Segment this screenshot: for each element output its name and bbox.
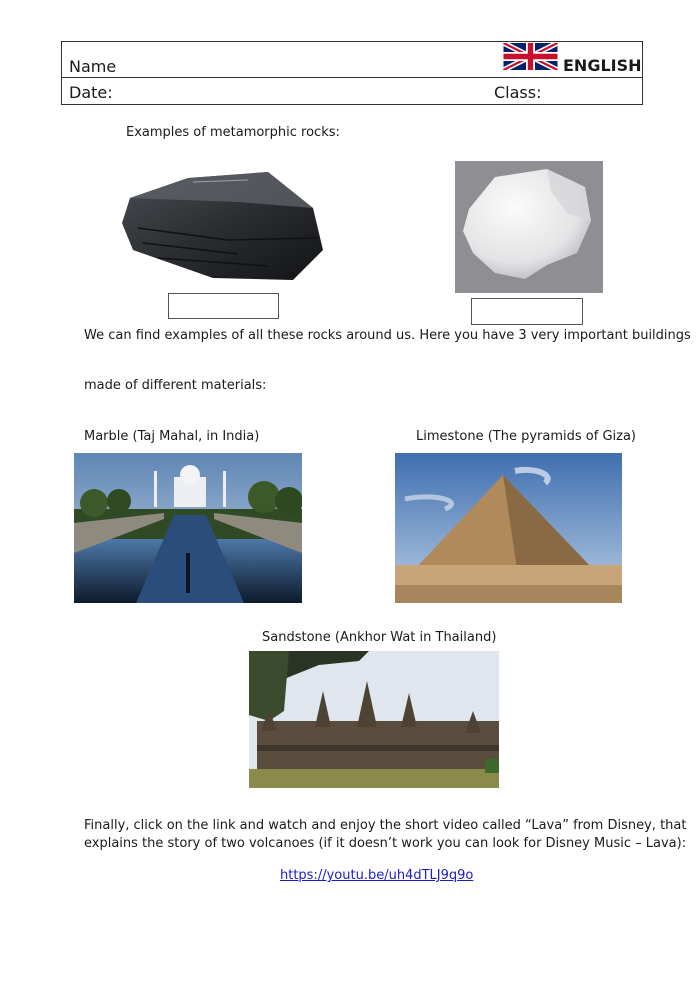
marble-rock-image bbox=[455, 161, 603, 293]
intro-text: Examples of metamorphic rocks: bbox=[126, 125, 340, 140]
name-label: Name bbox=[69, 57, 117, 76]
closing-line-2: explains the story of two volcanoes (if it doesn’t work you can look for Disney Music – Lava): bbox=[84, 836, 687, 851]
paragraph-1: We can find examples of all these rocks around us. Here you have 3 very important buildings bbox=[84, 328, 691, 343]
slate-answer-box[interactable] bbox=[168, 293, 279, 319]
slate-rock-image bbox=[118, 168, 328, 286]
marble-caption: Marble (Taj Mahal, in India) bbox=[84, 429, 260, 444]
closing-line-1: Finally, click on the link and watch and enjoy the short video called “Lava” from Disney, that bbox=[84, 818, 687, 833]
header-box bbox=[61, 41, 643, 105]
angkor-wat-photo bbox=[249, 651, 499, 788]
taj-mahal-photo bbox=[74, 453, 302, 603]
date-label: Date: bbox=[69, 83, 113, 102]
header-divider bbox=[62, 77, 642, 78]
marble-answer-box[interactable] bbox=[471, 298, 583, 325]
pyramid-photo bbox=[395, 453, 622, 603]
class-label: Class: bbox=[494, 83, 542, 102]
limestone-caption: Limestone (The pyramids of Giza) bbox=[416, 429, 636, 444]
sandstone-caption: Sandstone (Ankhor Wat in Thailand) bbox=[262, 630, 497, 645]
uk-flag-icon bbox=[503, 43, 558, 70]
language-label: ENGLISH bbox=[563, 56, 642, 75]
paragraph-2: made of different materials: bbox=[84, 378, 267, 393]
video-link[interactable]: https://youtu.be/uh4dTLJ9q9o bbox=[280, 868, 474, 883]
